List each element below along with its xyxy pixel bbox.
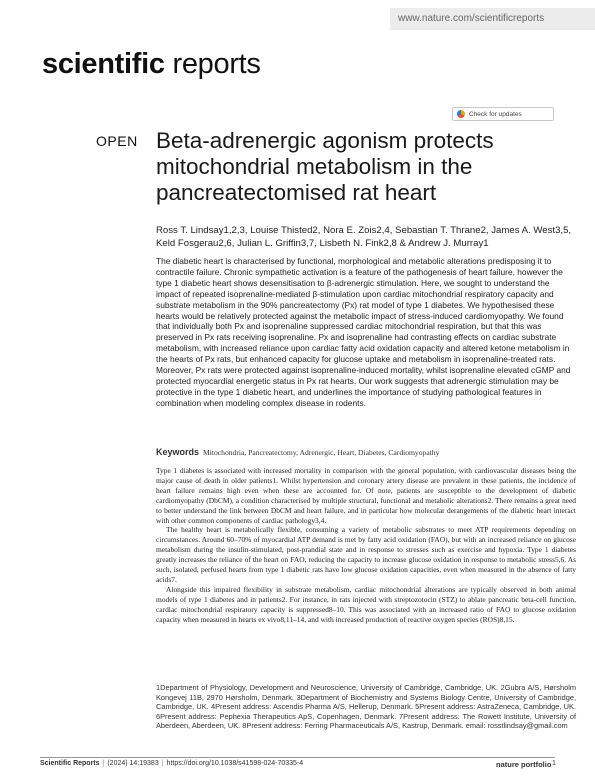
footer-divider [40,757,555,758]
body-paragraph: The healthy heart is metabolically flexible, consuming a variety of metabolic substrates to meet ATP requirements depending on circumstances. Around 60–70% of myocardial ATP demand is met by fatty acid oxidation (FAO), but with an increased reliance on glucose metabolism during the insulin-stimulated, post-prandial state and in response to stresses such as exercise and hypoxia. Type 1 diabetes greatly increases the reliance of the heart on FAO, reducing the capacity to increase glucose oxidation in response to metabolic stress5,6. As such, isolated, perfused hearts from type 1 diabetic rats have low glucose oxidation capacities, even when measured in the absence of fatty acids7. [156,525,576,584]
footer-doi-link[interactable]: https://doi.org/10.1038/s41598-024-70335-4 [166,760,304,767]
footer-journal: Scientific Reports [40,760,100,767]
keywords-section [156,447,576,457]
article-body [156,466,576,625]
journal-logo [42,48,261,81]
author-list: Ross T. Lindsay1,2,3, Louise Thisted2, Nora E. Zois2,4, Sebastian T. Thrane2, James A. West3,5, Keld Fosgerau2,6, Julian L. Griffin3,7, Lisbeth N. Fink2,8 & Andrew J. Murray1 [156,225,572,249]
crossmark-icon [457,110,465,118]
check-updates-label: Check for updates [469,111,522,118]
affiliations: 1Department of Physiology, Development and Neuroscience, University of Cambridge, Cambridge, UK. 2Gubra A/S, Hørsholm Kongevej 11B, 2970 Hørsholm, Denmark. 3Department of Biochemistry and Systems Biology Centre, University of Cambridge, Cambridge, UK. 4Present address: Ascendis Pharma A/S, Hellerup, Denmark. 5Present address: AstraZeneca, Cambridge, UK. 6Present address: Pephexia Therapeutics ApS, Copenhagen, Denmark. 7Present address: The Rowett Institute, University of Aberdeen, Aberdeen, UK. 8Present address: Ferring Pharmaceuticals A/S, Kastrup, Denmark. email: rosstlindsay@gmail.com [156,683,576,731]
keywords-label: Keywords [156,447,200,457]
open-access-label: OPEN [96,133,138,149]
journal-logo-light: reports [164,48,261,80]
journal-logo-bold: scientific [42,48,165,80]
page-footer: Scientific Reports | (2024) 14:19383 | https://doi.org/10.1038/s41598-024-70335-4 nature portfolio 1 [40,760,556,769]
journal-url[interactable]: www.nature.com/scientificreports [390,8,595,30]
footer-citation: (2024) 14:19383 [107,760,159,767]
article-title: Beta-adrenergic agonism protects mitochondrial metabolism in the pancreatectomised rat heart [156,128,494,205]
page-number: 1 [552,760,556,767]
keywords-list: Mitochondria, Pancreatectomy, Adrenergic, Heart, Diabetes, Cardiomyopathy [203,448,440,457]
nature-portfolio-logo: nature portfolio [496,760,552,769]
body-paragraph: Alongside this impaired flexibility in substrate metabolism, cardiac mitochondrial alterations are typically observed in both animal models of type 1 diabetes and in patients2. For instance, in rats injected with streptozotocin (STZ) to ablate pancreatic beta-cell function, cardiac mitochondrial respiratory capacity is suppressed8–10. This was associated with an increased ratio of FAO to glucose oxidation capacity when measured in hearts ex vivo8,11–14, and with increased production of reactive oxygen species (ROS)8,15. [156,584,576,624]
body-paragraph: Type 1 diabetes is associated with increased mortality in comparison with the general population, with cardiovascular diseases being the major cause of death in older patients1. Whilst hypertension and coronary artery disease are prevalent in these patients, the incidence of heart failure remains high even when these are accounted for. Of note, patients are susceptible to the development of diabetic cardiomyopathy (DbCM), a condition characterised by multiple structural, functional and metabolic alterations2. There remains a great need to better understand the link between DbCM and heart failure, and in particular how molecular derangements of the diabetic heart interact with other common components of cardiac pathology3,4. [156,466,576,525]
check-updates-button[interactable] [452,107,554,121]
abstract: The diabetic heart is characterised by functional, morphological and metabolic alterations predisposing it to contractile failure. Chronic sympathetic activation is a feature of the pathogenesis of heart failure, however the type 1 diabetic heart shows desensitisation to β-adrenergic stimulation. Here, we sought to understand the impact of repeated isoprenaline-mediated β-stimulation upon cardiac mitochondrial respiratory capacity and substrate metabolism in the 90% pancreatectomy (Px) rat model of type 1 diabetes. We hypothesised these hearts would be relatively protected against the metabolic impact of stress-induced cardiomyopathy. We found that individually both Px and isoprenaline suppressed cardiac mitochondrial respiration, but that this was preserved in Px rats receiving isoprenaline. Px and isoprenaline had contrasting effects on cardiac substrate metabolism, with increased reliance upon cardiac fatty acid oxidation capacity and altered ketone metabolism in the hearts of Px rats, but enhanced capacity for glucose uptake and metabolism in isoprenaline-treated rats. Moreover, Px rats were protected against isoprenaline-induced mortality, whilst isoprenaline elevated cGMP and protected myocardial energetic status in Px rat hearts. Our work suggests that adrenergic stimulation may be protective in the type 1 diabetic heart, and underlines the importance of studying pathological features in combination when modeling complex disease in rodents. [156,256,571,408]
